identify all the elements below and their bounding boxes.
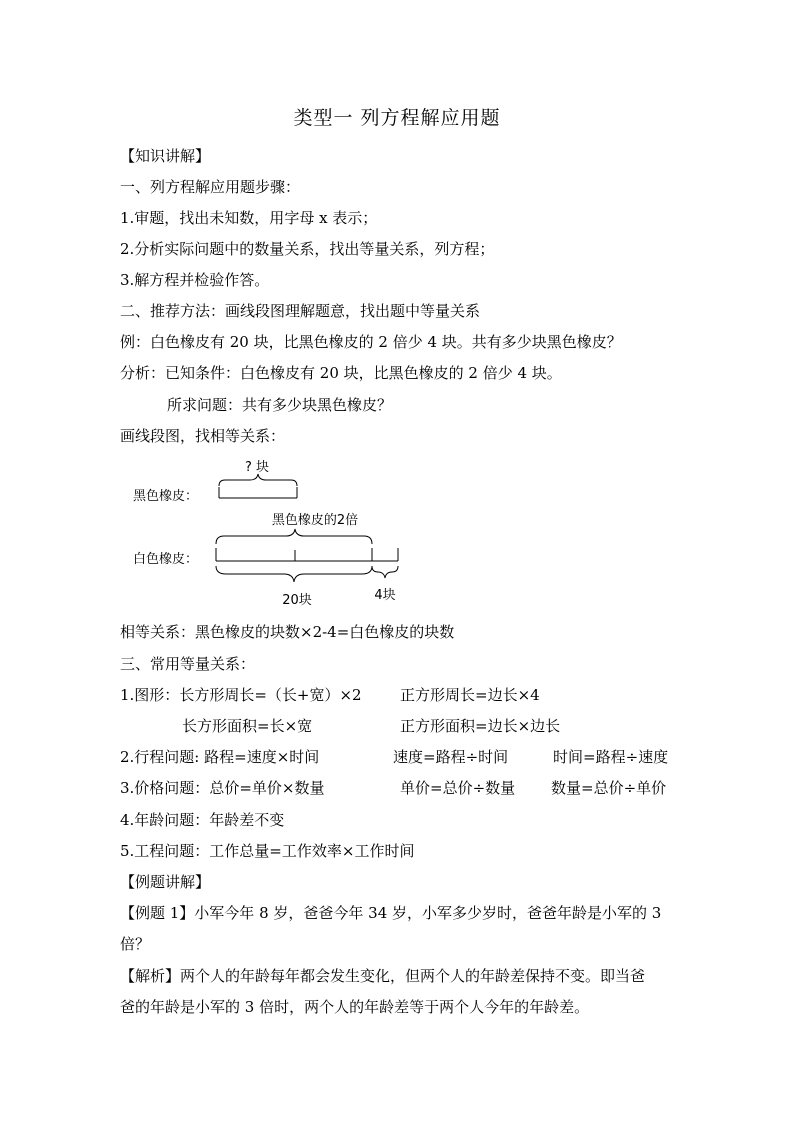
price-formula-2: 单价=总价÷数量 [400,779,516,797]
example-text: 例：白色橡皮有 20 块，比黑色橡皮的 2 倍少 4 块。共有多少块黑色橡皮？ [120,333,622,351]
work-problem: 5.工程问题：工作总量=工作效率×工作时间 [120,842,415,860]
knowledge-heading: 【知识讲解】 [120,147,211,165]
analysis-line-1: 【解析】两个人的年龄每年都会发生变化，但两个人的年龄差保持不变。即当爸 [120,967,646,985]
section-method-heading: 二、推荐方法：画线段图理解题意，找出题中等量关系 [120,302,481,320]
segment-diagram [0,452,794,612]
example-1-line-1: 【例题 1】小军今年 8 岁，爸爸今年 34 岁，小军多少岁时，爸爸年龄是小军的 3 [120,904,662,922]
label-20: 20块 [282,593,312,608]
travel-formula-1: 路程=速度×时间 [204,748,320,766]
common-heading: 三、常用等量关系： [120,655,256,673]
rect-area: 长方形面积=长×宽 [182,717,313,735]
shape-label: 1.图形： [120,686,180,704]
brace-20 [216,566,372,582]
step-1: 1.审题，找出未知数，用字母 x 表示； [120,209,378,227]
step-3: 3.解方程并检验作答。 [120,271,270,289]
price-formula-1: 总价=单价×数量 [209,779,325,797]
example-1-line-2: 倍？ [120,935,151,953]
page-title: 类型一 列方程解应用题 [293,107,501,129]
shape-rect-perimeter [120,685,362,705]
travel-formula-2: 速度=路程÷时间 [393,748,509,766]
question-text: 所求问题：共有多少块黑色橡皮？ [167,396,393,414]
black-label: 黑色橡皮： [133,489,199,504]
analysis-line-2: 爸的年龄是小军的 3 倍时，两个人的年龄差等于两个人今年的年龄差。 [120,998,590,1016]
label-4: 4块 [374,588,396,603]
travel-formula-3: 时间=路程÷速度 [553,748,669,766]
price-row [120,778,324,798]
analysis-text: 分析：已知条件：白色橡皮有 20 块，比黑色橡皮的 2 倍少 4 块。 [120,364,562,382]
square-area: 正方形面积=边长×边长 [400,717,561,735]
double-label: 黑色橡皮的2倍 [271,513,359,528]
step-2: 2.分析实际问题中的数量关系，找出等量关系，列方程； [120,240,495,258]
price-formula-3: 数量=总价÷单价 [551,779,667,797]
white-label: 白色橡皮： [133,552,199,567]
brace-4 [372,566,398,578]
rect-perimeter: 长方形周长=（长+宽）×2 [179,686,362,704]
price-label: 3.价格问题： [120,779,210,797]
unknown-label: ? 块 [244,460,270,475]
age-problem: 4.年龄问题：年龄差不变 [120,811,285,829]
equal-relation: 相等关系：黑色橡皮的块数×2-4=白色橡皮的块数 [120,623,455,641]
examples-heading: 【例题讲解】 [120,873,211,891]
square-perimeter: 正方形周长=边长×4 [400,686,540,704]
travel-label: 2.行程问题: [120,748,205,766]
black-top-brace [219,474,297,486]
draw-instruction: 画线段图，找相等关系： [120,427,286,445]
double-brace [216,529,372,544]
section-steps-heading: 一、列方程解应用题步骤： [120,178,301,196]
travel-row [120,747,319,767]
